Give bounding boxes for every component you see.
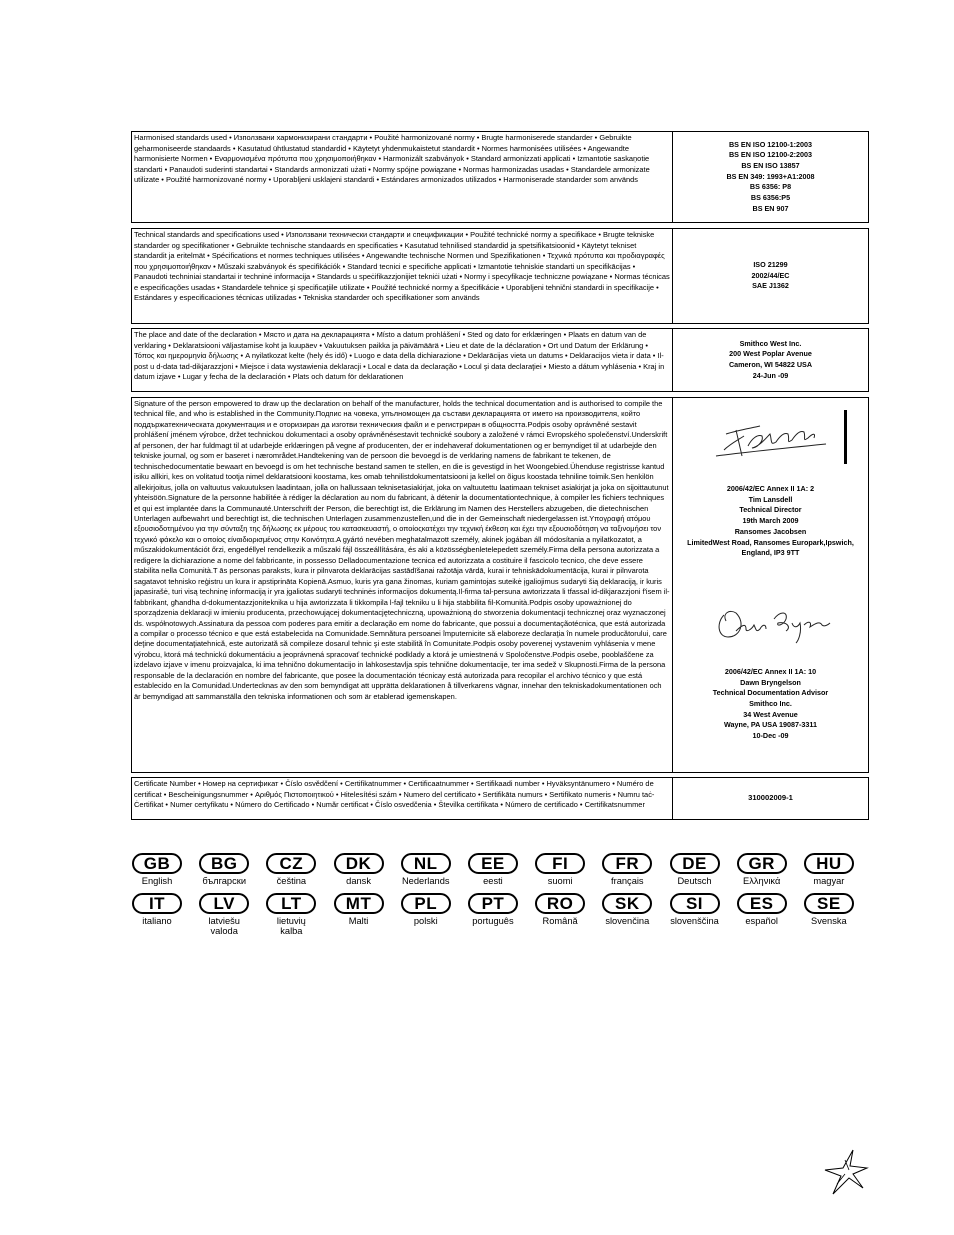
place-date-label: The place and date of the declaration • Място и дата на декларацията • Místo a datum prohlášení • Sted og dato for erklæringen • Plaats en datum van de verklaring • Deklaratsiooni väljastamise koht ja kuupäev • Vakuutuksen paikka ja päivämäärä • Lieu et date de la déclaration • Ort und Datum der Erklärung • Τόπος και ημερομηνία δήλωσης • A nyilatkozat kelte (hely és idő) • Luogo e data della dichiarazione • Deklarācijas vieta un datums • Deklaracijos vieta ir data • Il-post u d-data tad-dikjarazzjoni • Miejsce i data wystawienia deklaracji • Local e data da declaração • Locul şi data declaraţiei • Miesto a dátum vyhlásenia • Kraj in datum izjave • Lugar y fecha de la declaración • Plats och datum för deklarationen bbox=[132, 329, 673, 391]
harmonised-standard-value: BS 6356: P8 bbox=[749, 182, 792, 192]
signer1-line: 19th March 2009 bbox=[742, 516, 799, 526]
language-name: suomi bbox=[547, 876, 573, 886]
language-badge bbox=[601, 853, 653, 886]
language-badge bbox=[400, 853, 452, 886]
language-name: Ελληνικά bbox=[743, 876, 781, 886]
language-code: FI bbox=[535, 853, 585, 874]
language-badge bbox=[736, 853, 788, 886]
language-badge bbox=[198, 893, 250, 936]
signer2-line: 2006/42/EC Annex II 1A: 10 bbox=[724, 666, 817, 676]
language-name: Nederlands bbox=[401, 876, 450, 886]
signer1-line: Tim Lansdell bbox=[748, 494, 793, 504]
language-code: ES bbox=[737, 893, 787, 914]
language-name: Malti bbox=[348, 916, 369, 926]
harmonised-standard-value: BS EN 907 bbox=[752, 203, 789, 213]
language-code: SI bbox=[670, 893, 720, 914]
language-name: English bbox=[141, 876, 173, 886]
language-name: eesti bbox=[483, 876, 503, 886]
signature-label: Signature of the person empowered to draw up the declaration on behalf of the manufacturer, holds the technical documentation and is authorised to compile the technical file, and who is established in the Community.Подпис на човека, упълномощен да състави декларацията от името на производителя, който поддържатехническата документация и е оторизиран да изготви техническия файл и е регистриран в общността.Podpis osoby oprávněné sestavit prohlášení jménem výrobce, držet technickou dokumentaci a osoby oprávněnésestavit technické soubory a založené v rámci Evropského společenství.Underskrift af personen, der har fuldmagt til at udarbejde erklæringen på vegne af producenten, der er indehaveraf dokumentationen og er bemyndiget til at udarbejde den tekniske journal, og som er baseret i nærområdet.Handtekening van de persoon die bevoegd is de verklaring namens de fabrikant te tekenen, de technischedocumentatie bewaart en bevoegd is om het technische bestand samen te stellen, en die is gevestigd in het Woongebied.Ühenduse registrisse kantud isiku allkiri, kes on volitatud tootja nimel deklaratsiooni koostama, kes omab tehnilistdokumentatsiooni ja kellel on õigus koostada tehniline toimik.Sen henkilön allekirjoitus, jolla on valtuutus vakuutuksen laadintaan, jolla on hallussaan teknisetasiakirjat, joka on valtuutettu laatimaan tekniset asiakirjat ja joka on sijoittautunut yhteisöön.Signature de la personne habilitée à rédiger la déclaration au nom du fabricant, à détenir la documentationtechnique, à compiler les fichiers techniques et qui est implantée dans la Communauté.Unterschrift der Person, die berechtigt ist, die Erklärung im Namen des Herstellers abzugeben, die dietechnischen Unterlagen aufbewahrt und berechtigt ist, die technischen Unterlagen zusammenzustellen,und die in der Gemeinschaft niedergelassen ist.Υπογραφή ατόμου εξουσιοδοτημένου για την σύνταξη της δήλωσης εκ μέρους του κατασκευαστή, ο οποίοςκατέχει την τεχνική έκθεση και έχει την εξουσιοδότηση να ταξινομήσει τον τεχνικό φάκελο και ο οποίος είναιδιορισμένος στην Κοινότητα.A gyártó nevében meghatalmazott személy, akinek jogában áll módosítania a nyilatkozatot, a műszakidokumentációt őrzi, engedéllyel rendelkezik a műszaki fájl összeállítására, és aki a közösségbenletelepedett személy.Firma della persona autorizzata a redigere la dichiarazione a nome del fabbricante, in possesso Delladocumentazione tecnica ed autorizzata a costituire il fascicolo tecnico, che deve essere stabilita nella Comunità.T ās personas paraksts, kura ir pilnvarota deklarācijas sastādīšanai ražotāja vārdā, kurai ir tehniskādokumentācija, kurai ir pilnvarota sagatavot tehnisko reģistru un kura ir apstiprināta Kopienā.Asmuo, kuris yra gana žinomas, kuriam gamintojas suteikė įgaliojimus sudaryti šią deklaraciją, ir kuris japasirašė, turi visą techninę informaciją ir yra įgaliotas sudaryti techninės informacijos dokumentą.Il-firma tal-persuna awtorizzata li tfassal id-dikjarazzjoni f'isem il-fabbrikant, għandha d-dokumentazzjoniteknika u hija awtorizzata li tikkompila l-fajl tekniku u li hija stabbilita fil-Komunità.Podpis osoby upoważnionej do sporządzenia deklaracji w imieniu producenta, przechowującej dokumentacjętechniczną, upoważnioną do stworzenia dokumentacji technicznej oraz wyznaczonej ds. współnotowych.Assinatura da pessoa com poderes para emitir a declaração em nome do fabricante, que possui a documentaçãotécnica, que está autorizada a compilar o processo técnico e que está estabelecida na Comunidade.Semnătura persoanei împuternicite să elaboreze declaraţia în numele producătorului, care deţine documentaţiatehnică, este autorizată să compileze dosarul tehnic şi este stabilită în Comunitate.Podpis osoby poverenej vystavenim vyhlásenia v mene výrobcu, ktorá má technickú dokumentáciu a jeoprávnená spracovať technické podklady a ktorá je umiestnená v Spoločenstve.Podpis osebe, pooblaščene za izdelavo izjave v imenu proizvajalca, ki ima tehnično dokumentacijo in lahkosestavlja spis tehnične dokumentacije, ter ima sedež v Skupnosti.Firma de la persona responsable de la declaración en nombre del fabricante, que posee la documentación técnicay está autorizada para recopilar el archivo técnico y que está establecido en la Comunidad.Undertecknas av den som bemyndigat att upprätta deklarationen å tillverkarens vägnar, innehar den tekniskadokumentationen och är bemyndigad att sammanställa den tekniska informationen och som är etablerad igemenskapen. bbox=[132, 398, 673, 772]
language-code: DE bbox=[670, 853, 720, 874]
language-badge bbox=[803, 853, 855, 886]
signer2-line: Wayne, PA USA 19087-3311 bbox=[724, 720, 817, 730]
language-badge bbox=[669, 893, 721, 936]
certificate-label: Certificate Number • Номер на сертификат • Číslo osvědčení • Certifikatnummer • Certificaatnummer • Sertifikaadi number • Hyväksyntänumero • Numéro de certificat • Bescheinigungsnummer • Αριθμός Πιστοποιητικού • Hitelesítési szám • Numero del certificato • Sertifikāta numurs • Sertifikato numeris • Numru taċ-Ċertifikat • Numer certyfikatu • Número do Certificado • Număr certificat • Číslo osvedčenia • Številka certifikata • Número de certificado • Certifikatsnummer bbox=[132, 778, 673, 819]
harmonised-standard-value: BS EN ISO 12100-1:2003 bbox=[728, 139, 813, 149]
language-name: italiano bbox=[142, 916, 172, 926]
signature-values bbox=[673, 398, 868, 772]
language-code: DK bbox=[334, 853, 384, 874]
signer2-line: Dawn Bryngelson bbox=[740, 677, 801, 687]
language-badge bbox=[467, 893, 519, 936]
language-badge bbox=[333, 853, 385, 886]
language-badge bbox=[265, 893, 317, 936]
language-badge bbox=[736, 893, 788, 936]
language-code: NL bbox=[401, 853, 451, 874]
language-badge bbox=[803, 893, 855, 936]
language-code: RO bbox=[535, 893, 585, 914]
technical-standards-values bbox=[673, 229, 868, 323]
certificate-value-cell bbox=[673, 778, 868, 819]
language-badge bbox=[333, 893, 385, 936]
harmonised-standard-value: BS 6356:P5 bbox=[750, 193, 791, 203]
harmonised-standard-value: BS EN ISO 12100-2:2003 bbox=[728, 150, 813, 160]
language-name: slovenščina bbox=[670, 916, 719, 926]
place-date-value: Cameron, WI 54822 USA bbox=[728, 360, 813, 369]
technical-standards-label: Technical standards and specifications used • Използвани технически стандарти и спецификации • Použité technické normy a specifikace • Brugte tekniske standarder og specifikationer • Gebruikte technische standaards en specificaties • Kasutatud tehnilised standardid ja spetsifikatsioonid • Käytetyt tekniset standardit ja eritelmät • Spécifications et normes techniques utilisées • Angewandte technische Normen und Spezifikationen • Τεχνικά πρότυπα και προδιαγραφές που χρησιμοποιήθηκαν • Műszaki szabványok és specifikációk • Standard tecnici e specifiche applicati • Izmantotie tehniskie standarti un specifikācijas • Panaudoti techniniai standartai ir techninė informacija • Standards u speċifikazzjonijiet tekniċi użati • Normy i specyfikacje techniczne powiązane • Normas técnicas e especificações usadas • Standardele tehnice şi specificaţiile utilizate • Použité technické normy a špecifikácie • Uporabljeni tehnični standardi in specifikacije • Estándares y especificaciones técnicas utilizadas • Tekniska standarder och specifikationer som används bbox=[132, 229, 673, 323]
place-date-values bbox=[673, 329, 868, 391]
signer1-line: 2006/42/EC Annex II 1A: 2 bbox=[726, 484, 815, 493]
language-code: SK bbox=[602, 893, 652, 914]
language-code: GB bbox=[132, 853, 182, 874]
signer2-line: 34 West Avenue bbox=[743, 709, 798, 719]
language-name: slovenčina bbox=[605, 916, 650, 926]
language-badge bbox=[400, 893, 452, 936]
place-date-value: 24-Jun -09 bbox=[752, 370, 789, 380]
signer1-line: Ransomes Jacobsen bbox=[734, 526, 807, 536]
language-name: español bbox=[745, 916, 778, 926]
language-code: PT bbox=[468, 893, 518, 914]
certificate-table bbox=[131, 777, 869, 820]
language-code: MT bbox=[334, 893, 384, 914]
language-code: FR bbox=[602, 853, 652, 874]
language-name: Deutsch bbox=[677, 876, 712, 886]
language-code: HU bbox=[804, 853, 854, 874]
language-name: Română bbox=[542, 916, 578, 926]
language-name: magyar bbox=[813, 876, 845, 886]
signer2-line: Smithco Inc. bbox=[749, 699, 792, 709]
place-date-value: 200 West Poplar Avenue bbox=[729, 349, 812, 359]
technical-standard-value: 2002/44/EC bbox=[751, 270, 790, 280]
language-name: latviešu valoda bbox=[208, 916, 240, 936]
signature-table bbox=[131, 397, 869, 773]
signer2-line: Technical Documentation Advisor bbox=[712, 688, 829, 698]
harmonised-standard-value: BS EN 349: 1993+A1:2008 bbox=[726, 171, 815, 181]
technical-standards-table bbox=[131, 228, 869, 324]
star-logo-icon bbox=[823, 1148, 871, 1196]
language-badge bbox=[534, 893, 586, 936]
language-name: français bbox=[611, 876, 644, 886]
language-code: EE bbox=[468, 853, 518, 874]
certificate-number: 310002009-1 bbox=[748, 793, 793, 803]
language-name: čeština bbox=[276, 876, 307, 886]
harmonised-standards-label: Harmonised standards used • Използвани хармонизирани стандарти • Použité harmonizované normy • Brugte harmoniserede standarder • Gebruikte geharmoniseerde standaards • Kasutatud ühtlustatud standardid • Käytetyt yhdenmukaistetut standardit • Normes harmonisées utilisées • Angewandte harmonisierte Normen • Εναρμονισμένα πρότυπα που χρησιμοποιήθηκαν • Harmonizált szabványok • Standard armonizzati applicati • Izmantotie saskaņotie standarti • Panaudoti suderinti standartai • Standards armonizzati użati • Normy spójne powiązane • Normas harmonizadas usadas • Standardele armonizate utilizate • Použité harmonizované normy • Uporabljeni usklajeni standardi • Estándares armonizados utilizados • Harmoniserade standarder som används bbox=[132, 132, 673, 222]
language-badge bbox=[467, 853, 519, 886]
harmonised-standards-table bbox=[131, 131, 869, 223]
language-name: português bbox=[472, 916, 514, 926]
language-name: lietuvių kalba bbox=[276, 916, 306, 936]
language-name: polski bbox=[413, 916, 438, 926]
language-code: SE bbox=[804, 893, 854, 914]
signer2-line: 10-Dec -09 bbox=[752, 731, 789, 741]
place-date-value: Smithco West Inc. bbox=[739, 338, 802, 348]
language-code: LT bbox=[266, 893, 316, 914]
signer1-line: Technical Director bbox=[739, 505, 802, 515]
language-name: Svenska bbox=[811, 916, 847, 926]
signer1-line: England, IP3 9TT bbox=[741, 548, 800, 558]
dawn-bryngelson-signature-icon bbox=[696, 593, 846, 653]
language-code: CZ bbox=[266, 853, 316, 874]
language-badges-row-1 bbox=[131, 853, 855, 886]
language-name: български bbox=[202, 876, 247, 886]
language-code: PL bbox=[401, 893, 451, 914]
tim-lansdell-signature-icon bbox=[686, 408, 856, 470]
language-code: BG bbox=[199, 853, 249, 874]
language-badge bbox=[131, 893, 183, 936]
language-badge bbox=[601, 893, 653, 936]
harmonised-standards-values bbox=[673, 132, 868, 222]
language-badges-row-2 bbox=[131, 893, 855, 936]
harmonised-standard-value: BS EN ISO 13857 bbox=[741, 160, 800, 170]
language-badge bbox=[131, 853, 183, 886]
technical-standard-value: SAE J1362 bbox=[752, 281, 789, 291]
language-code: IT bbox=[132, 893, 182, 914]
language-name: dansk bbox=[346, 876, 371, 886]
language-badge bbox=[265, 853, 317, 886]
language-badge bbox=[198, 853, 250, 886]
technical-standard-value: ISO 21299 bbox=[753, 259, 788, 269]
signer1-line: LimitedWest Road, Ransomes Europark,Ipswich, bbox=[687, 537, 854, 547]
language-badge bbox=[534, 853, 586, 886]
language-badge bbox=[669, 853, 721, 886]
place-date-table bbox=[131, 328, 869, 392]
language-code: LV bbox=[199, 893, 249, 914]
language-code: GR bbox=[737, 853, 787, 874]
